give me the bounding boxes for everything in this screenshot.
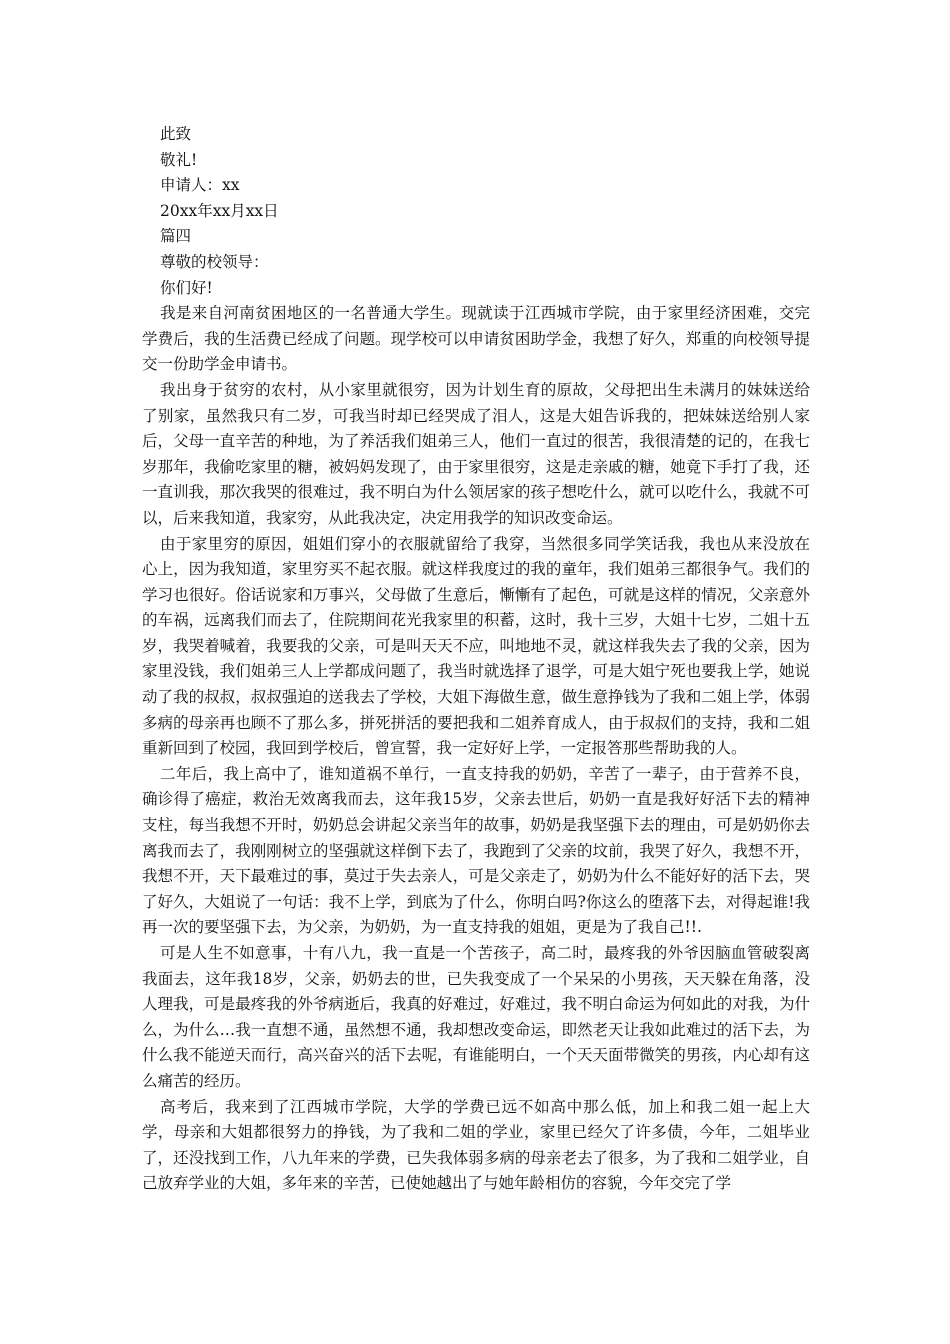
salutation-line: 敬礼! (160, 150, 198, 169)
paragraph-grandfather: 可是人生不如意事，十有八九，我一直是一个苦孩子，高二时，最疼我的外爷因脑血管破裂离我面去，这年我18岁，父亲，奶奶去的世，已失我变成了一个呆呆的小男孩，天天躲在角落，没人理我，可是最疼我的外爷病逝后，我真的好难过，好难过，我不明白命运为何如此的对我，为什么，为什么…我一直想不通，虽然想不通，我却想改变命运，即然老天让我如此难过的活下去，为什么我不能逆天而行，高兴奋兴的活下去呢，有谁能明白，一个天天面带微笑的男孩，内心却有这么痛苦的经历。 (142, 944, 810, 1090)
paragraph-family: 由于家里穷的原因，姐姐们穿小的衣服就留给了我穿，当然很多同学笑话我，我也从来没放在心上，因为我知道，家里穷买不起衣服。就这样我度过的我的童年，我们姐弟三都很争气。我们的学习也很好。俗话说家和万事兴，父母做了生意后，慚慚有了起色，可就是这样的情况，父亲意外的车祸，远离我们而去了，住院期间花光我家里的积蓄，这时，我十三岁，大姐十七岁，二姐十五岁，我哭着喊着，我要我的父亲，可是叫天天不应，叫地地不灵，就这样我失去了我的父亲，因为家里没钱，我们姐弟三人上学都成问题了，我当时就选择了退学，可是大姐宁死也要我上学，她说动了我的叔叔，叔叔强迫的送我去了学校，大姐下海做生意，做生意挣钱为了我和二姐上学，体弱多病的母亲再也顾不了那么多，拼死拼活的要把我和二姐养育成人，由于叔叔们的支持，我和二姐重新回到了校园，我回到学校后，曾宣誓，我一定好好上学，一定报答那些帮助我的人。 (142, 534, 810, 758)
paragraph-intro: 我是来自河南贫困地区的一名普通大学生。现就读于江西城市学院，由于家里经济困难，交完学费后，我的生活费已经成了问题。现学校可以申请贫困助学金，我想了好久，郑重的向校领导提交一份助学金申请书。 (142, 304, 810, 374)
paragraph-grandmother: 二年后，我上高中了，谁知道祸不单行，一直支持我的奶奶，辛苦了一辈子，由于营养不良，确诊得了癌症，救治无效离我而去，这年我15岁，父亲去世后，奶奶一直是我好好活下去的精神支柱，每当我想不开时，奶奶总会讲起父亲当年的故事，奶奶是我坚强下去的理由，可是奶奶你去离我而去了，我刚刚树立的坚强就这样倒下去了，我跑到了父亲的坟前，我哭了好久，我想不开，我想不开，天下最难过的事，莫过于失去亲人，可是父亲走了，奶奶为什么不能好好的活下去，哭了好久，大姐说了一句话：我不上学，到底为了什么，你明白吗?你这么的堕落下去，对得起谁!我再一次的要坚强下去，为父亲，为奶奶，为一直支持我的姐姐，更是为了我自己!!. (142, 764, 810, 937)
addressee-line: 尊敬的校领导： (160, 252, 269, 271)
document-page (142, 122, 810, 1197)
paragraph-childhood: 我出身于贫穷的农村，从小家里就很穷，因为计划生育的原故，父母把出生未满月的妹妹送给了别家，虽然我只有二岁，可我当时却已经哭成了泪人，这是大姐告诉我的，把妹妹送给别人家后，父母一直辛苦的种地，为了养活我们姐弟三人，他们一直过的很苦，我很清楚的记的，在我七岁那年，我偷吃家里的糖，被妈妈发现了，由于家里很穷，这是走亲戚的糖，她竟下手打了我，还一直训我，那次我哭的很难过，我不明白为什么领居家的孩子想吃什么，就可以吃什么，我就不可以，后来我知道，我家穷，从此我决定，决定用我学的知识改变命运。 (142, 380, 810, 527)
date-line: 20xx年xx月xx日 (160, 201, 279, 220)
applicant-line: 申请人：xx (160, 176, 240, 195)
section-title: 篇四 (160, 227, 192, 246)
greeting-line: 你们好! (160, 278, 213, 297)
closing-line: 此致 (160, 125, 192, 143)
paragraph-college: 高考后，我来到了江西城市学院，大学的学费已远不如高中那么低，加上和我二姐一起上大学，母亲和大姐都很努力的挣钱，为了我和二姐的学业，家里已经欠了许多债，今年，二姐毕业了，还没找到工作，八九年来的学费，已失我体弱多病的母亲老去了很多，为了我和二姐学业，自己放弃学业的大姐，多年来的辛苦，已使她越出了与她年龄相仿的容貌，今年交完了学 (142, 1097, 810, 1193)
